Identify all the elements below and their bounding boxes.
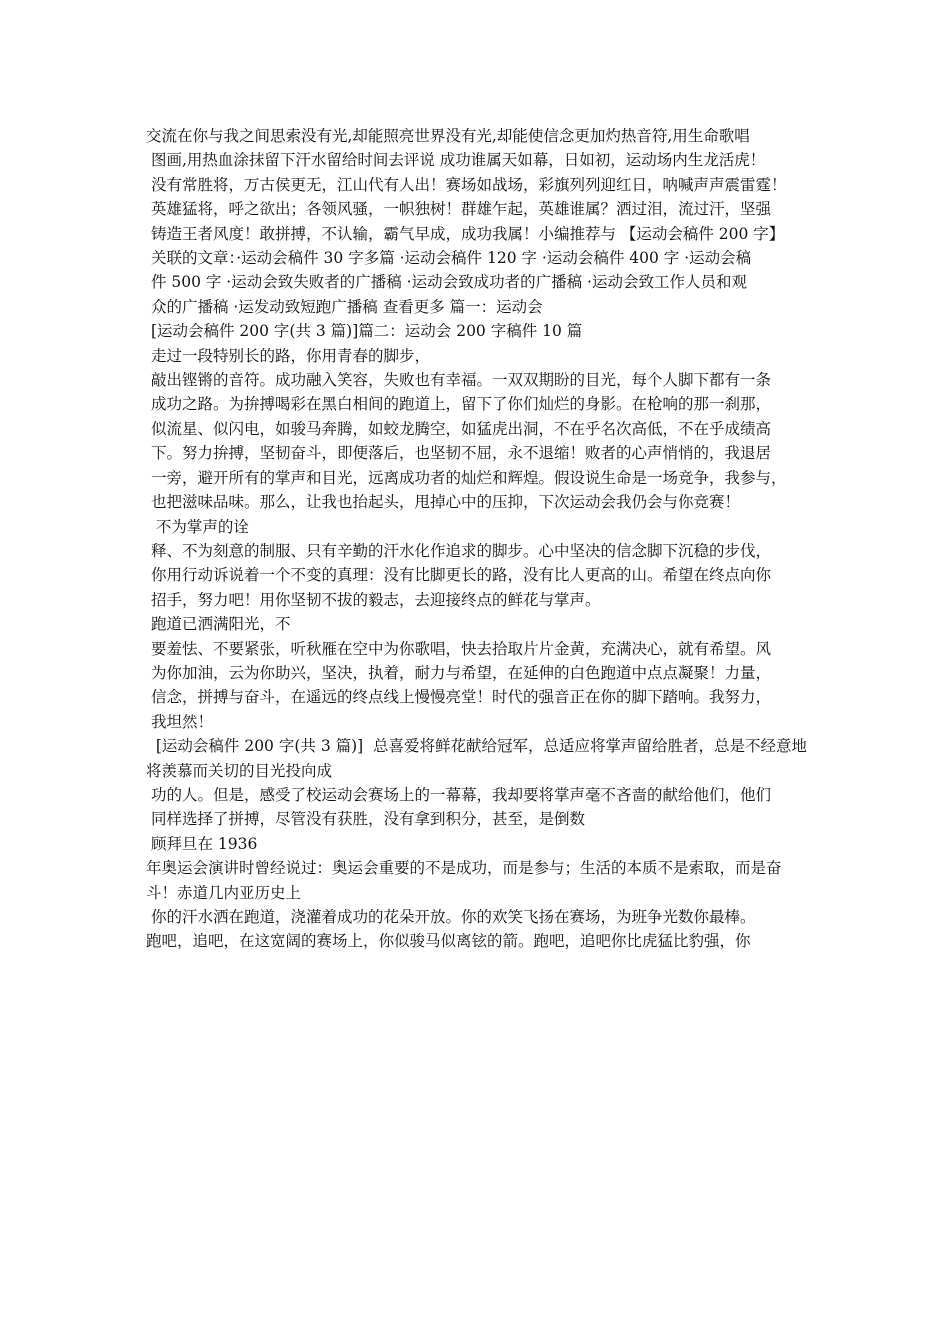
text-line-20: 招手，努力吧！用你坚韧不拔的毅志，去迎接终点的鲜花与掌声。: [146, 590, 601, 609]
text-line-30: 年奥运会演讲时曾经说过：奥运会重要的不是成功，而是参与；生活的本质不是索取，而是奋斗！赤道几内亚历史上: [146, 859, 782, 902]
text-line-6: 关联的文章：·运动会稿件 30 字多篇 ·运动会稿件 120 字 ·运动会稿件 400 字 ·运动会稿: [146, 249, 752, 268]
text-line-10: 走过一段特别长的路，你用青春的脚步，: [146, 346, 430, 365]
text-line-8: 众的广播稿 ·运发动致短跑广播稿 查看更多 篇一：运动会: [146, 297, 543, 316]
text-line-5: 铸造王者风度！敢拼搏，不认输，霸气早成，成功我属！小编推荐与 【运动会稿件 200 字】: [146, 224, 785, 243]
text-line-22: 要羞怯、不要紧张，听秋雁在空中为你歌唱，快去拾取片片金黄，充满决心，就有希望。风: [146, 639, 771, 658]
text-line-7: 件 500 字 ·运动会致失败者的广播稿 ·运动会致成功者的广播稿 ·运动会致工作人员和观: [146, 273, 747, 292]
text-line-21: 跑道已洒满阳光，不: [146, 615, 291, 634]
text-line-15: 一旁，避开所有的掌声和目光，远离成功者的灿烂和辉煌。假设说生命是一场竞争，我参与，: [146, 468, 787, 487]
text-line-4: 英雄猛将，呼之欲出；各领风骚，一帜独树！群雄乍起，英雄谁属？洒过泪，流过汗，坚强: [146, 200, 771, 219]
text-line-19: 你用行动诉说着一个不变的真理：没有比脚更长的路，没有比人更高的山。希望在终点向你: [146, 566, 771, 585]
text-line-29: 顾拜旦在 1936: [146, 834, 258, 853]
text-line-1: 交流在你与我之间思索没有光,却能照亮世界没有光,却能使信念更加灼热音符,用生命歌唱: [146, 127, 750, 145]
text-line-9: [运动会稿件 200 字(共 3 篇)]篇二：运动会 200 字稿件 10 篇: [146, 322, 583, 341]
text-line-32: 跑吧，追吧，在这宽阔的赛场上，你似骏马似离铉的箭。跑吧，追吧你比虎猛比豹强，你: [146, 932, 751, 951]
text-line-27: 功的人。但是，感受了校运动会赛场上的一幕幕，我却要将掌声毫不吝啬的献给他们，他们: [146, 785, 771, 804]
text-line-14: 下。努力拚搏，坚韧奋斗，即便落后，也坚韧不屈，永不退缩！败者的心声悄悄的，我退居: [146, 444, 771, 463]
text-line-2: 图画,用热血涂抹留下汗水留给时间去评说 成功谁属天如幕，日如初，运动场内生龙活虎！: [146, 151, 766, 170]
text-line-25: 我坦然！: [146, 712, 213, 731]
text-line-18: 释、不为刻意的制服、只有辛勤的汗水化作追求的脚步。心中坚决的信念脚下沉稳的步伐，: [146, 541, 771, 560]
text-line-12: 成功之路。为拚搏喝彩在黑白相间的跑道上，留下了你们灿烂的身影。在枪响的那一刹那，: [146, 395, 771, 414]
text-line-13: 似流星、似闪电，如骏马奔腾，如蛟龙腾空，如猛虎出洞，不在乎名次高低，不在乎成绩高: [146, 419, 771, 438]
text-line-28: 同样选择了拼搏，尽管没有获胜，没有拿到积分，甚至，是倒数: [146, 810, 585, 829]
text-line-16: 也把滋味品味。那么，让我也抬起头，甩掉心中的压抑，下次运动会我仍会与你竞赛！: [146, 493, 740, 512]
text-line-26: [运动会稿件 200 字(共 3 篇)] 总喜爱将鲜花献给冠军，总适应将掌声留给胜者，总是不经意地将羡慕而关切的目光投向成: [146, 737, 808, 780]
document-body: [146, 124, 810, 954]
text-line-23: 为你加油，云为你助兴，坚决，执着，耐力与希望，在延伸的白色跑道中点点凝聚！力量，: [146, 663, 771, 682]
text-line-3: 没有常胜将，万古侯更无，江山代有人出！赛场如战场，彩旗列列迎红日，呐喊声声震雷霆！: [146, 175, 787, 194]
text-line-31: 你的汗水洒在跑道，浇灌着成功的花朵开放。你的欢笑飞扬在赛场，为班争光数你最棒。: [146, 908, 756, 926]
text-line-24: 信念，拼搏与奋斗，在遥远的终点线上慢慢亮堂！时代的强音正在你的脚下踏响。我努力，: [146, 688, 771, 707]
text-line-11: 敲出铿锵的音符。成功融入笑容，失败也有幸福。一双双期盼的目光，每个人脚下都有一条: [146, 371, 771, 390]
text-line-17: 不为掌声的诠: [146, 517, 249, 536]
